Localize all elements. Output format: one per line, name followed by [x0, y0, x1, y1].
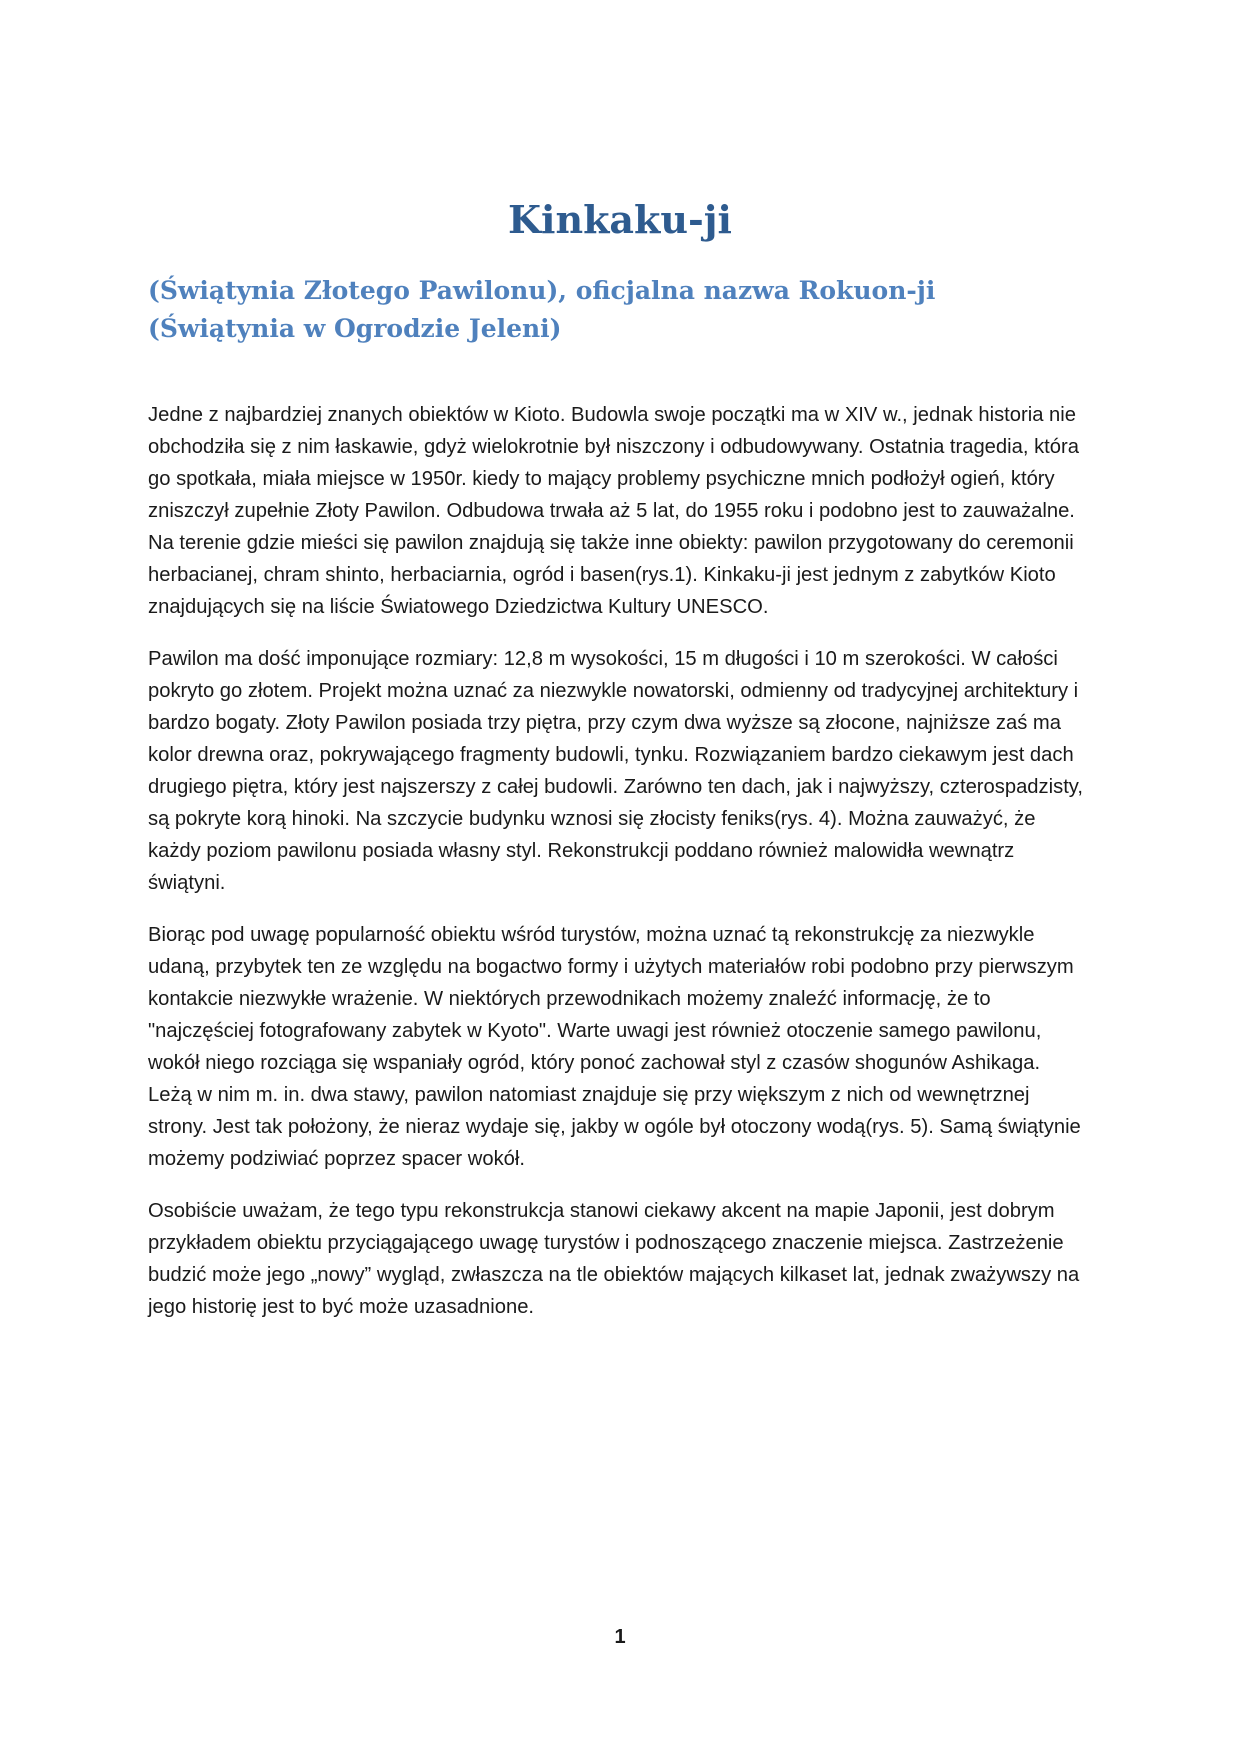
- paragraph-opinion: Osobiście uważam, że tego typu rekonstrukcja stanowi ciekawy akcent na mapie Japonii, jest dobrym przykładem obiektu przyciągającego uwagę turystów i podnoszącego znaczenie miejsca. Zastrzeżenie budzić może jego „nowy” wygląd, zwłaszcza na tle obiektów mających kilkaset lat, jednak zważywszy na jego historię jest to być może uzasadnione.: [148, 1200, 1080, 1318]
- page-title: Kinkaku-ji: [508, 197, 732, 242]
- page-subtitle: (Świątynia Złotego Pawilonu), oficjalna nazwa Rokuon-ji (Świątynia w Ogrodzie Jeleni): [148, 276, 936, 343]
- document-body: [148, 399, 1088, 1343]
- paragraph-history: Jedne z najbardziej znanych obiektów w Kioto. Budowla swoje początki ma w XIV w., jednak historia nie obchodziła się z nim łaskawie, gdyż wielokrotnie był niszczony i odbudowywany. Ostatnia tragedia, która go spotkała, miała miejsce w 1950r. kiedy to mający problemy psychiczne mnich podłożył ogień, który zniszczył zupełnie Złoty Pawilon. Odbudowa trwała aż 5 lat, do 1955 roku i podobno jest to zauważalne. Na terenie gdzie mieści się pawilon znajdują się także inne obiekty: pawilon przygotowany do ceremonii herbacianej, chram shinto, herbaciarnia, ogród i basen(rys.1). Kinkaku-ji jest jednym z zabytków Kioto znajdujących się na liście Światowego Dziedzictwa Kultury UNESCO.: [148, 404, 1079, 618]
- paragraph-popularity: Biorąc pod uwagę popularność obiektu wśród turystów, można uznać tą rekonstrukcję za niezwykle udaną, przybytek ten ze względu na bogactwo formy i użytych materiałów robi podobno przy pierwszym kontakcie niezwykłe wrażenie. W niektórych przewodnikach możemy znaleźć informację, że to "najczęściej fotografowany zabytek w Kyoto". Warte uwagi jest również otoczenie samego pawilonu, wokół niego rozciąga się wspaniały ogród, który ponoć zachował styl z czasów shogunów Ashikaga. Leżą w nim m. in. dwa stawy, pawilon natomiast znajduje się przy większym z nich od wewnętrznej strony. Jest tak położony, że nieraz wydaje się, jakby w ogóle był otoczony wodą(rys. 5). Samą świątynie możemy podziwiać poprzez spacer wokół.: [148, 924, 1081, 1170]
- page-number: 1: [614, 1626, 626, 1648]
- paragraph-architecture: Pawilon ma dość imponujące rozmiary: 12,8 m wysokości, 15 m długości i 10 m szerokości. W całości pokryto go złotem. Projekt można uznać za niezwykle nowatorski, odmienny od tradycyjnej architektury i bardzo bogaty. Złoty Pawilon posiada trzy piętra, przy czym dwa wyższe są złocone, najniższe zaś ma kolor drewna oraz, pokrywającego fragmenty budowli, tynku. Rozwiązaniem bardzo ciekawym jest dach drugiego piętra, który jest najszerszy z całej budowli. Zarówno ten dach, jak i najwyższy, czterospadzisty, są pokryte korą hinoki. Na szczycie budynku wznosi się złocisty feniks(rys. 4). Można zauważyć, że każdy poziom pawilonu posiada własny styl. Rekonstrukcji poddano również malowidła wewnątrz świątyni.: [148, 648, 1084, 894]
